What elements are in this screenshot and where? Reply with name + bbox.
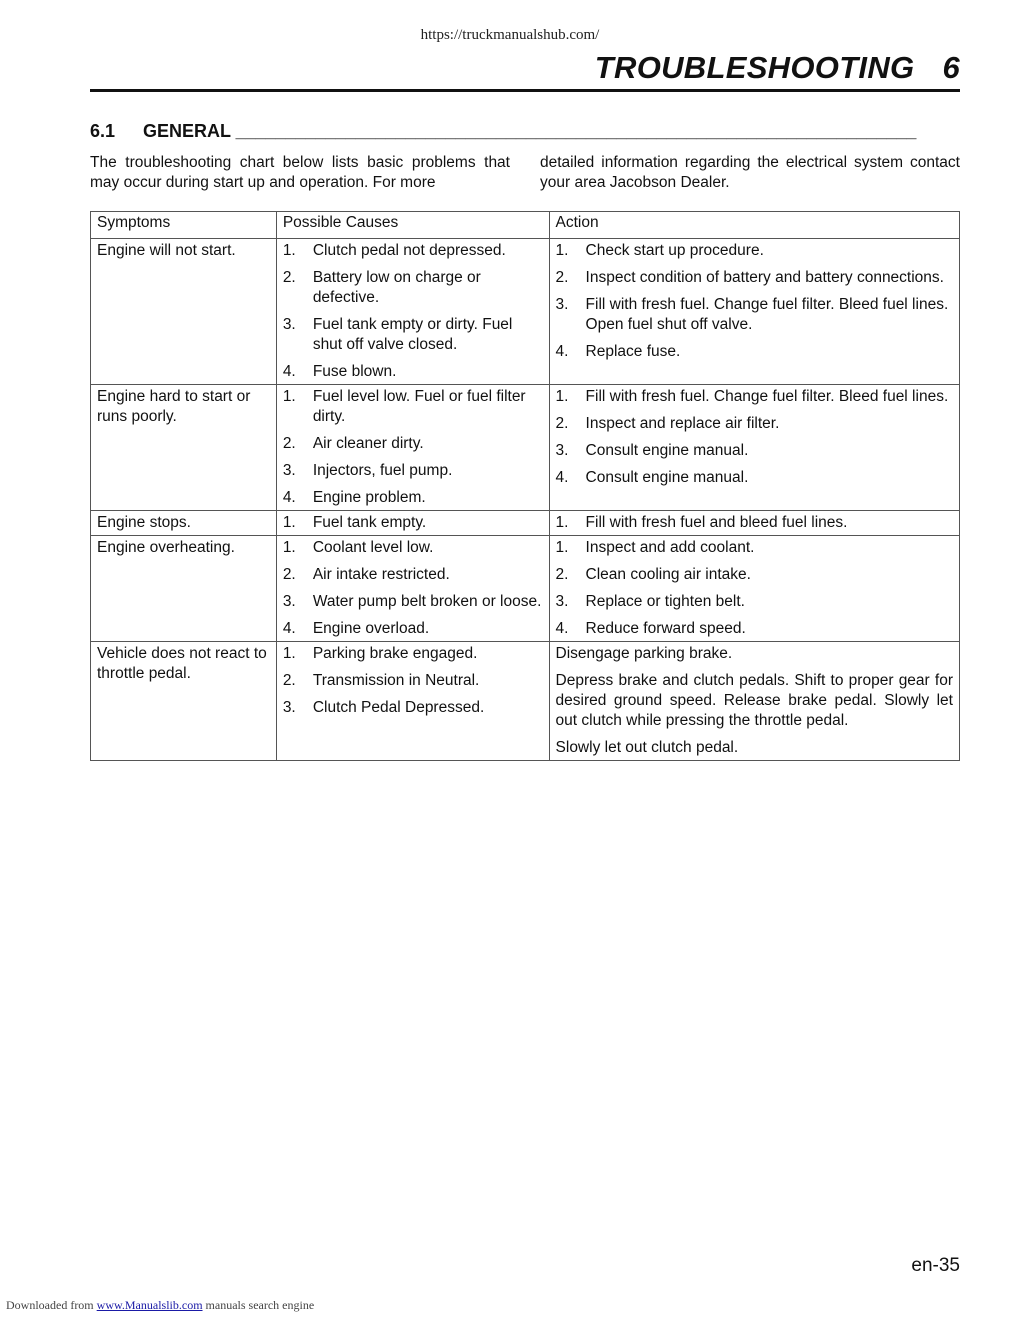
action-item [556,513,953,533]
action-item-number: 3. [555,593,569,610]
action-item [556,441,953,461]
cause-item [283,362,543,382]
cause-item-text: Transmission in Neutral. [312,672,480,689]
cause-item-number: 4. [282,363,296,380]
symptom-cell: Engine will not start. [91,239,277,385]
cause-item-number: 2. [282,672,296,689]
cause-item [283,461,543,481]
actions-cell [549,511,959,536]
symptom-cell: Engine hard to start or runs poorly. [91,385,277,511]
section-heading [90,121,960,142]
intro-text [90,153,960,193]
causes-cell [276,239,549,385]
chapter-title: TROUBLESHOOTING [594,50,915,85]
cause-item [283,241,543,261]
action-item [556,295,953,335]
causes-cell [276,385,549,511]
action-item [556,241,953,261]
cause-item [283,268,543,308]
action-item [556,592,953,612]
cause-item-number: 2. [282,269,296,286]
chapter-heading [595,50,960,86]
action-item-text: Replace or tighten belt. [585,593,745,610]
download-footer [6,1298,314,1313]
action-item-text: Clean cooling air intake. [585,566,751,583]
cause-item-number: 1. [282,539,296,556]
cause-item-text: Parking brake engaged. [312,645,478,662]
cause-item [283,619,543,639]
action-item-text: Inspect and add coolant. [585,539,755,556]
action-item [556,619,953,639]
causes-cell [276,511,549,536]
symptom-cell: Vehicle does not react to throttle pedal. [91,642,277,761]
intro-right-column: detailed information regarding the electrical system contact your area Jacobson Dealer. [540,154,960,191]
actions-cell [549,385,959,511]
action-item-text: Depress brake and clutch pedals. Shift to proper gear for desired ground speed. Release brake pedal. Slowly let out clutch while pressing the throttle pedal. [555,672,953,729]
cause-item [283,488,543,508]
cause-item-number: 3. [282,593,296,610]
header-possible-causes: Possible Causes [276,212,549,239]
cause-item [283,538,543,558]
footer-prefix: Downloaded from [6,1298,97,1312]
action-item-number: 2. [555,269,569,286]
action-item-text: Disengage parking brake. [555,645,733,662]
action-item [556,342,953,362]
table-row [91,536,960,642]
cause-item-text: Fuse blown. [312,363,397,380]
actions-cell [549,536,959,642]
cause-item [283,565,543,585]
cause-item-number: 2. [282,435,296,452]
action-item-number: 2. [555,566,569,583]
action-item-number: 3. [555,442,569,459]
cause-item-text: Battery low on charge or defective. [312,269,481,306]
cause-item-text: Engine overload. [312,620,430,637]
cause-item [283,513,543,533]
source-url: https://truckmanualshub.com/ [420,27,600,43]
action-item [556,468,953,488]
cause-item-text: Coolant level low. [312,539,434,556]
action-item-number: 4. [555,343,569,360]
action-item-text: Reduce forward speed. [585,620,746,637]
cause-item-text: Engine problem. [312,489,426,506]
action-item-number: 1. [555,242,569,259]
action-item [556,565,953,585]
header-symptoms: Symptoms [91,212,277,239]
action-item-text: Replace fuse. [585,343,681,360]
action-item-text: Check start up procedure. [585,242,764,259]
section-title: GENERAL ____________________________________________________________________ [143,121,917,141]
action-item-number: 4. [555,620,569,637]
symptom-cell: Engine overheating. [91,536,277,642]
action-item-number: 1. [555,539,569,556]
cause-item [283,387,543,427]
action-item-text: Inspect condition of battery and battery connections. [585,269,944,286]
action-item-text: Fill with fresh fuel and bleed fuel lines. [585,514,848,531]
cause-item-number: 4. [282,620,296,637]
header-rule [90,89,960,92]
action-item-number: 2. [555,415,569,432]
cause-item-text: Clutch Pedal Depressed. [312,699,485,716]
cause-item-number: 3. [282,699,296,716]
action-item-text: Consult engine manual. [585,469,749,486]
cause-item [283,671,543,691]
cause-item-text: Clutch pedal not depressed. [312,242,506,259]
symptom-cell: Engine stops. [91,511,277,536]
action-item-number: 3. [555,296,569,313]
cause-item-text: Injectors, fuel pump. [312,462,453,479]
table-row [91,642,960,761]
page-number: en-35 [911,1255,960,1276]
cause-item-text: Fuel tank empty. [312,514,427,531]
cause-item [283,698,543,718]
action-item-text: Fill with fresh fuel. Change fuel filter. Bleed fuel lines. [585,388,949,405]
header-action: Action [549,212,959,239]
cause-item-number: 2. [282,566,296,583]
causes-cell [276,536,549,642]
action-item [556,268,953,288]
cause-item-text: Fuel tank empty or dirty. Fuel shut off valve closed. [312,316,513,353]
action-item-number: 1. [555,514,569,531]
intro-left-column: The troubleshooting chart below lists basic problems that may occur during start up and operation. For more [90,154,510,191]
chapter-number: 6 [942,50,960,85]
action-item-text: Inspect and replace air filter. [585,415,780,432]
cause-item-text: Air intake restricted. [312,566,450,583]
actions-cell [549,642,959,761]
manualslib-link[interactable]: www.Manualslib.com [96,1298,203,1312]
action-item [556,538,953,558]
cause-item [283,592,543,612]
action-item [556,387,953,407]
action-item-number: 1. [555,388,569,405]
section-number: 6.1 [90,121,116,141]
action-item-number: 4. [555,469,569,486]
cause-item-number: 1. [282,388,296,405]
cause-item-number: 1. [282,242,296,259]
cause-item-number: 3. [282,462,296,479]
footer-suffix: manuals search engine [202,1298,315,1312]
table-row [91,239,960,385]
cause-item [283,315,543,355]
cause-item-number: 1. [282,645,296,662]
cause-item-text: Air cleaner dirty. [312,435,424,452]
cause-item-number: 1. [282,514,296,531]
action-item-text: Consult engine manual. [585,442,749,459]
table-header-row [91,212,960,239]
action-item-text: Fill with fresh fuel. Change fuel filter. Bleed fuel lines. Open fuel shut off valve. [585,296,949,333]
action-item-text: Slowly let out clutch pedal. [555,739,739,756]
cause-item-text: Fuel level low. Fuel or fuel filter dirty. [312,388,526,425]
action-item [556,414,953,434]
cause-item-number: 4. [282,489,296,506]
actions-cell [549,239,959,385]
table-row [91,385,960,511]
table-row [91,511,960,536]
causes-cell [276,642,549,761]
table-body [91,239,960,761]
cause-item-number: 3. [282,316,296,333]
cause-item [283,434,543,454]
troubleshooting-table [90,211,960,761]
cause-item-text: Water pump belt broken or loose. [312,593,542,610]
cause-item [283,644,543,664]
